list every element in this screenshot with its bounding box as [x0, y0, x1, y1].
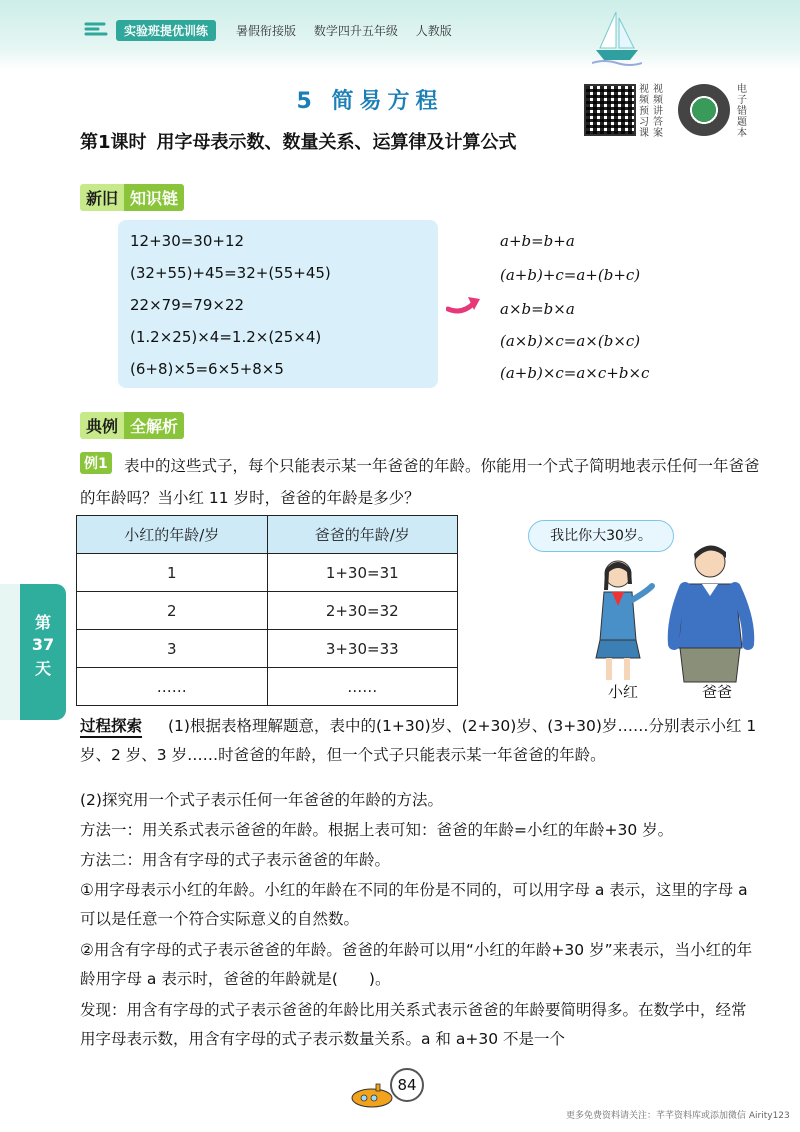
edition-label: 暑假衔接版 [236, 24, 297, 38]
letter-formula: a+b=b+a [500, 232, 575, 250]
logo-icon [84, 18, 110, 40]
age-table [76, 515, 458, 706]
tag-part-a: 新旧 [80, 184, 124, 211]
knowledge-chain-tag [80, 184, 184, 210]
table-cell: 1+30=31 [267, 554, 458, 592]
table-cell: 3+30=33 [267, 630, 458, 668]
process-paragraph: ①用字母表示小红的年龄。小红的年龄在不同的年份是不同的，可以用字母 a 表示，这里的字母 a 可以是任意一个符合实际意义的自然数。 [80, 881, 748, 928]
day-tab [20, 584, 66, 720]
table-row [77, 592, 458, 630]
chapter-title: 5 简易方程 [296, 89, 444, 114]
process-paragraph: ②用含有字母的式子表示爸爸的年龄。爸爸的年龄可以用“小红的年龄+30 岁”来表示，当小红的年龄用字母 a 表示时，爸爸的年龄就是( )。 [80, 941, 753, 988]
table-cell: 3 [77, 630, 268, 668]
sailboat-icon [592, 8, 642, 66]
publisher-label: 人教版 [415, 24, 452, 38]
day-tab-suffix: 天 [34, 659, 51, 678]
girl-name-label: 小红 [608, 683, 639, 701]
qr-code-icon[interactable] [584, 84, 636, 136]
letter-formula: (a×b)×c=a×(b×c) [500, 332, 641, 350]
side-strip [0, 584, 20, 720]
example-badge: 例1 [80, 452, 112, 474]
numeric-formula: (6+8)×5=6×5+8×5 [130, 360, 284, 378]
numeric-formula: 22×79=79×22 [130, 296, 245, 314]
answer-caption: 视频讲答案 [653, 84, 663, 139]
process-title: 过程探索 [80, 716, 142, 738]
process-paragraph: 方法二：用含有字母的式子表示爸爸的年龄。 [80, 851, 391, 869]
table-cell: 2 [77, 592, 268, 630]
circular-qr-code-icon[interactable] [678, 84, 730, 136]
day-tab-prefix: 第 [34, 613, 51, 632]
process-paragraph: 发现：用含有字母的式子表示爸爸的年龄比用关系式表示爸爸的年龄要简明得多。在数学中，经常用字母表示数，用含有字母的式子表示数量关系。a 和 a+30 不是一个 [80, 1001, 747, 1048]
wrong-book-caption: 电子错题本 [737, 84, 747, 139]
girl-figure-icon [596, 561, 652, 680]
process-paragraph: (2)探究用一个式子表示任何一年爸爸的年龄的方法。 [80, 791, 443, 809]
example-tag [80, 412, 184, 438]
numeric-formula: 12+30=30+12 [130, 232, 245, 250]
letter-formula: (a+b)+c=a+(b+c) [500, 266, 641, 284]
numeric-formula: (1.2×25)×4=1.2×(25×4) [130, 328, 322, 346]
girl-and-father-illustration [580, 540, 780, 690]
table-cell: …… [77, 668, 268, 706]
table-cell: 2+30=32 [267, 592, 458, 630]
table-row [77, 630, 458, 668]
speech-bubble: 我比你大30岁。 [528, 520, 674, 552]
book-meta [236, 22, 466, 39]
process-paragraph: 方法一：用关系式表示爸爸的年龄。根据上表可知：爸爸的年龄=小红的年龄+30 岁。 [80, 821, 674, 839]
qr-block [582, 84, 762, 152]
video-caption: 视频预习课 [639, 84, 649, 139]
column-header: 小红的年龄/岁 [77, 516, 268, 554]
column-header: 爸爸的年龄/岁 [267, 516, 458, 554]
tag-part-a: 典例 [80, 412, 124, 439]
lesson-number: 第1课时 [80, 132, 147, 153]
lesson-title [80, 128, 517, 154]
footer-note: 更多免费资料请关注：芊芊资料库或添加微信 Airity123 [566, 1111, 790, 1121]
dad-name-label: 爸爸 [702, 683, 733, 701]
example-question: 表中的这些式子，每个只能表示某一年爸爸的年龄。你能用一个式子简明地表示任何一年爸爸的年龄吗？当小红 11 岁时，爸爸的年龄是多少？ [80, 457, 760, 507]
father-figure-icon [674, 545, 749, 682]
tag-part-b: 全解析 [124, 412, 184, 439]
table-row [77, 668, 458, 706]
day-tab-number: 37 [31, 635, 55, 654]
table-header-row [77, 516, 458, 554]
table-cell: …… [267, 668, 458, 706]
table-row [77, 554, 458, 592]
grade-label: 数学四升五年级 [313, 24, 398, 38]
page-number: 84 [390, 1068, 424, 1102]
letter-formula: (a+b)×c=a×c+b×c [500, 364, 650, 382]
tag-part-b: 知识链 [124, 184, 184, 211]
numeric-formula: (32+55)+45=32+(55+45) [130, 264, 331, 282]
arrow-right-icon [446, 293, 484, 317]
lesson-name: 用字母表示数、数量关系、运算律及计算公式 [156, 132, 517, 153]
table-cell: 1 [77, 554, 268, 592]
process-paragraph: (1)根据表格理解题意，表中的(1+30)岁、(2+30)岁、(3+30)岁……分别表示小红 1 岁、2 岁、3 岁……时爸爸的年龄，但一个式子只能表示某一年爸爸的年龄。 [80, 717, 757, 764]
series-badge: 实验班提优训练 [116, 20, 216, 41]
letter-formula: a×b=b×a [500, 300, 575, 318]
